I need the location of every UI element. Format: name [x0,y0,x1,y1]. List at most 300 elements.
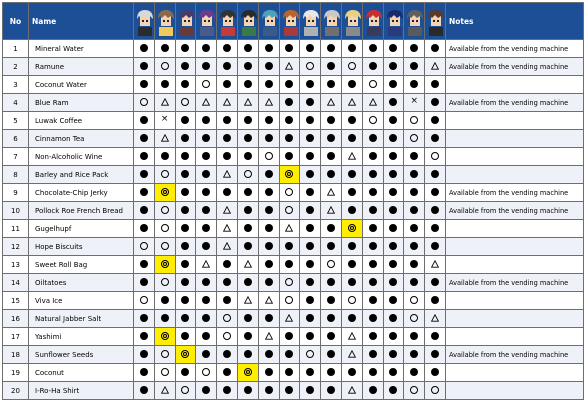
preference-cell [321,328,342,346]
preference-cell [383,274,404,292]
item-name: Pollock Roe French Bread [29,202,134,220]
black-dot-mark [181,314,189,322]
black-dot-mark [244,152,252,160]
black-dot-mark [285,80,293,88]
black-dot-mark [181,332,189,340]
black-dot-mark [327,44,335,52]
black-dot-mark [389,278,397,286]
black-dot-mark [410,206,418,214]
preference-cell [425,148,446,166]
preference-cell [196,256,217,274]
black-dot-mark [389,134,397,142]
black-dot-mark [431,278,439,286]
preference-cell [321,40,342,58]
triangle-mark [348,386,356,394]
black-dot-mark [140,314,148,322]
preference-cell [341,40,362,58]
preference-cell [362,292,383,310]
black-dot-mark [327,170,335,178]
preference-cell [237,382,258,400]
black-dot-mark [431,224,439,232]
black-dot-mark [161,80,169,88]
preference-cell [258,112,279,130]
black-dot-mark [431,206,439,214]
preference-cell [300,76,321,94]
preference-cell [341,346,362,364]
preference-cell [425,184,446,202]
table-row [3,130,584,148]
black-dot-mark [140,224,148,232]
preference-cell [237,40,258,58]
preference-cell [134,76,155,94]
character-portrait-11 [341,3,362,40]
table-row [3,220,584,238]
black-dot-mark [389,206,397,214]
black-dot-mark [431,242,439,250]
black-dot-mark [348,188,356,196]
character-portrait-3 [175,3,196,40]
preference-cell [217,76,238,94]
black-dot-mark [202,116,210,124]
row-number: 16 [3,310,29,328]
circle-mark [348,296,356,304]
preference-cell [237,346,258,364]
character-portrait-10 [321,3,342,40]
black-dot-mark [181,260,189,268]
black-dot-mark [285,386,293,394]
circle-mark [410,134,418,142]
black-dot-mark [285,368,293,376]
preference-cell [196,274,217,292]
circle-mark [223,332,231,340]
black-dot-mark [265,62,273,70]
row-number: 19 [3,364,29,382]
black-dot-mark [306,296,314,304]
black-dot-mark [244,206,252,214]
item-note [445,328,583,346]
preference-cell [154,130,175,148]
black-dot-mark [327,332,335,340]
preference-cell [425,346,446,364]
preference-cell [258,256,279,274]
black-dot-mark [369,242,377,250]
row-number: 5 [3,112,29,130]
preference-cell [217,148,238,166]
triangle-mark [348,350,356,358]
preference-cell [279,40,300,58]
item-note: Available from the vending machine [445,346,583,364]
black-dot-mark [140,278,148,286]
row-number: 6 [3,130,29,148]
black-dot-mark [348,170,356,178]
preference-cell [258,166,279,184]
gift-preference-table [2,2,584,400]
preference-cell [196,58,217,76]
character-icon [134,8,154,36]
circle-mark [161,368,169,376]
preference-cell [279,256,300,274]
black-dot-mark [244,242,252,250]
black-dot-mark [369,188,377,196]
preference-cell [321,382,342,400]
character-portrait-7 [258,3,279,40]
preference-cell [404,184,425,202]
black-dot-mark [389,314,397,322]
black-dot-mark [410,188,418,196]
black-dot-mark [431,134,439,142]
character-icon [155,8,175,36]
preference-cell [341,310,362,328]
black-dot-mark [369,314,377,322]
preference-cell [321,184,342,202]
preference-cell [425,130,446,148]
circle-mark [285,278,293,286]
preference-cell [404,364,425,382]
preference-cell [300,94,321,112]
double-circle-mark [161,332,169,340]
black-dot-mark [140,260,148,268]
preference-cell [321,292,342,310]
preference-cell [341,112,362,130]
black-dot-mark [389,296,397,304]
black-dot-mark [181,368,189,376]
preference-cell [404,220,425,238]
table-row [3,94,584,112]
item-name: Sunflower Seeds [29,346,134,364]
preference-cell [404,76,425,94]
character-portrait-5 [217,3,238,40]
preference-cell [404,148,425,166]
black-dot-mark [327,152,335,160]
triangle-mark [431,260,439,268]
preference-cell [321,112,342,130]
triangle-mark [223,98,231,106]
preference-cell [321,256,342,274]
character-icon [384,8,404,36]
black-dot-mark [348,44,356,52]
triangle-mark [265,332,273,340]
preference-cell [258,292,279,310]
black-dot-mark [140,368,148,376]
black-dot-mark [306,188,314,196]
black-dot-mark [265,242,273,250]
preference-cell [237,76,258,94]
circle-mark [181,98,189,106]
preference-cell [237,58,258,76]
black-dot-mark [244,314,252,322]
black-dot-mark [244,80,252,88]
black-dot-mark [327,242,335,250]
table-row [3,292,584,310]
black-dot-mark [306,116,314,124]
black-dot-mark [306,206,314,214]
triangle-mark [348,152,356,160]
black-dot-mark [140,170,148,178]
triangle-mark [223,242,231,250]
preference-cell [134,274,155,292]
black-dot-mark [369,278,377,286]
item-note: Available from the vending machine [445,40,583,58]
preference-cell [425,202,446,220]
preference-cell [154,94,175,112]
preference-cell [362,274,383,292]
circle-mark [369,116,377,124]
preference-cell [362,184,383,202]
black-dot-mark [181,134,189,142]
preference-cell [217,202,238,220]
preference-cell [362,166,383,184]
item-name: Oiltatoes [29,274,134,292]
preference-cell [175,58,196,76]
black-dot-mark [140,80,148,88]
black-dot-mark [265,188,273,196]
black-dot-mark [140,350,148,358]
black-dot-mark [306,260,314,268]
preference-cell [300,346,321,364]
preference-cell [362,364,383,382]
row-number: 20 [3,382,29,400]
preference-cell [196,328,217,346]
preference-cell [321,58,342,76]
circle-mark [244,170,252,178]
circle-mark [161,350,169,358]
circle-mark [223,314,231,322]
cross-mark: × [160,114,169,125]
preference-cell [425,40,446,58]
circle-mark [327,260,335,268]
black-dot-mark [265,44,273,52]
preference-cell [300,184,321,202]
black-dot-mark [181,296,189,304]
item-note [445,166,583,184]
black-dot-mark [369,206,377,214]
preference-cell [237,364,258,382]
preference-cell [279,220,300,238]
black-dot-mark [223,296,231,304]
black-dot-mark [306,386,314,394]
preference-cell [175,256,196,274]
character-portrait-12 [362,3,383,40]
preference-cell [258,40,279,58]
item-name: Luwak Coffee [29,112,134,130]
black-dot-mark [389,80,397,88]
black-dot-mark [285,242,293,250]
item-note [445,238,583,256]
preference-cell [341,382,362,400]
preference-cell [383,238,404,256]
black-dot-mark [181,242,189,250]
preference-cell [237,256,258,274]
double-circle-mark [181,350,189,358]
circle-mark [306,62,314,70]
preference-cell [404,40,425,58]
black-dot-mark [244,278,252,286]
preference-cell [134,292,155,310]
black-dot-mark [389,170,397,178]
character-portrait-9 [300,3,321,40]
preference-cell [258,220,279,238]
preference-cell [134,382,155,400]
triangle-mark [223,170,231,178]
preference-cell [404,58,425,76]
circle-mark [181,386,189,394]
black-dot-mark [244,350,252,358]
black-dot-mark [369,44,377,52]
preference-cell [237,112,258,130]
black-dot-mark [223,116,231,124]
black-dot-mark [389,152,397,160]
preference-cell [175,220,196,238]
black-dot-mark [431,116,439,124]
black-dot-mark [327,116,335,124]
black-dot-mark [410,44,418,52]
preference-cell [362,112,383,130]
preference-cell [362,130,383,148]
character-portrait-1 [134,3,155,40]
item-name: Yashimi [29,328,134,346]
preference-cell [341,130,362,148]
black-dot-mark [306,44,314,52]
preference-cell [300,148,321,166]
table-row [3,166,584,184]
preference-cell [175,148,196,166]
preference-cell [300,40,321,58]
preference-cell [258,202,279,220]
preference-cell [258,184,279,202]
preference-cell [279,58,300,76]
black-dot-mark [431,98,439,106]
preference-cell [404,112,425,130]
triangle-mark [223,206,231,214]
black-dot-mark [306,170,314,178]
black-dot-mark [265,278,273,286]
item-note [445,292,583,310]
row-number: 3 [3,76,29,94]
black-dot-mark [244,62,252,70]
preference-cell [237,202,258,220]
character-icon [363,8,383,36]
black-dot-mark [140,386,148,394]
preference-cell [217,220,238,238]
black-dot-mark [410,350,418,358]
preference-cell [321,130,342,148]
black-dot-mark [140,152,148,160]
preference-cell [341,238,362,256]
row-number: 1 [3,40,29,58]
preference-cell [217,382,238,400]
preference-cell [404,346,425,364]
triangle-mark [348,98,356,106]
triangle-mark [244,296,252,304]
header-no: No [3,3,29,40]
black-dot-mark [181,206,189,214]
black-dot-mark [181,188,189,196]
row-number: 4 [3,94,29,112]
preference-cell [383,382,404,400]
black-dot-mark [161,314,169,322]
black-dot-mark [369,152,377,160]
preference-cell [134,130,155,148]
triangle-mark [161,134,169,142]
preference-cell [279,166,300,184]
preference-cell [279,202,300,220]
black-dot-mark [327,314,335,322]
black-dot-mark [389,224,397,232]
black-dot-mark [265,134,273,142]
preference-cell [258,148,279,166]
preference-cell [237,274,258,292]
triangle-mark [244,260,252,268]
preference-cell [383,346,404,364]
preference-cell [154,256,175,274]
black-dot-mark [369,386,377,394]
preference-cell [258,346,279,364]
circle-mark [202,80,210,88]
black-dot-mark [202,152,210,160]
circle-mark [140,242,148,250]
black-dot-mark [161,296,169,304]
black-dot-mark [181,80,189,88]
black-dot-mark [265,350,273,358]
preference-cell [321,346,342,364]
table-row [3,112,584,130]
item-note [445,364,583,382]
black-dot-mark [181,224,189,232]
preference-cell [258,382,279,400]
triangle-mark [348,332,356,340]
preference-cell [341,256,362,274]
preference-cell [154,112,175,130]
preference-cell [217,184,238,202]
circle-mark [410,296,418,304]
black-dot-mark [369,134,377,142]
triangle-mark [202,260,210,268]
preference-cell [341,58,362,76]
preference-cell [404,274,425,292]
preference-cell [134,184,155,202]
preference-cell [300,274,321,292]
table-row [3,346,584,364]
preference-cell [362,346,383,364]
preference-cell [134,310,155,328]
black-dot-mark [431,332,439,340]
black-dot-mark [202,44,210,52]
preference-cell [154,346,175,364]
preference-cell [425,238,446,256]
black-dot-mark [431,44,439,52]
preference-cell [196,94,217,112]
preference-cell [237,166,258,184]
preference-cell [425,364,446,382]
black-dot-mark [223,368,231,376]
triangle-mark [161,386,169,394]
black-dot-mark [389,62,397,70]
black-dot-mark [389,242,397,250]
preference-cell [237,328,258,346]
preference-cell [404,94,425,112]
table-row [3,310,584,328]
triangle-mark [431,314,439,322]
preference-cell [279,382,300,400]
triangle-mark [244,98,252,106]
black-dot-mark [389,350,397,358]
character-portrait-14 [404,3,425,40]
black-dot-mark [202,386,210,394]
preference-cell [362,256,383,274]
preference-cell [258,94,279,112]
preference-cell [383,256,404,274]
black-dot-mark [202,134,210,142]
